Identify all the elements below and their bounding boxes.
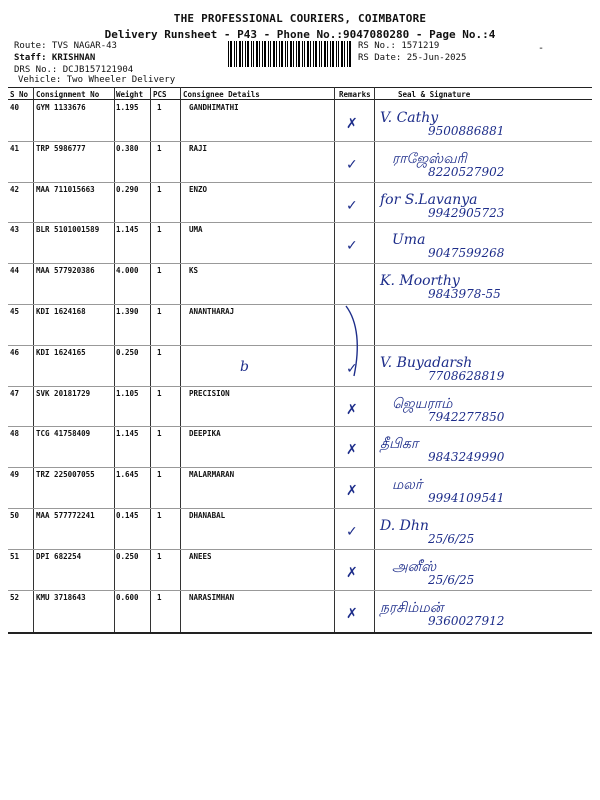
cell-weight: 0.250 (116, 347, 139, 357)
col-header-pcs: PCS (153, 90, 167, 99)
cell-consignment: MAA 577772241 (36, 511, 95, 520)
remark-mark: ✗ (346, 442, 358, 459)
bracket-mark (340, 302, 370, 382)
signature-name: தீபிகா (380, 436, 419, 453)
signature-name: V. Buyadarsh (380, 354, 473, 371)
cell-consignee: ENZO (189, 184, 208, 194)
cell-pcs: 1 (157, 511, 162, 520)
drs-number: DRS No.: DCJB157121904 (14, 65, 134, 75)
row-divider (8, 508, 592, 509)
row-divider (8, 549, 592, 550)
col-header-consignee: Consignee Details (183, 90, 260, 99)
remark-mark: ✗ (346, 401, 358, 418)
cell-weight: 0.145 (116, 511, 139, 520)
cell-weight: 4.000 (116, 266, 139, 276)
signature-name: Uma (392, 232, 426, 249)
cell-sno: 50 (10, 511, 20, 520)
row-divider (8, 182, 592, 183)
table-top-border (8, 87, 592, 88)
cell-pcs: 1 (157, 266, 162, 276)
cell-weight: 0.250 (116, 551, 139, 561)
cell-weight: 1.145 (116, 225, 139, 235)
cell-pcs: 1 (157, 103, 162, 112)
cell-sno: 49 (10, 470, 20, 480)
cell-consignment: GYM 1133676 (36, 103, 86, 112)
cell-consignment: BLR 5101001589 (36, 225, 100, 235)
cell-sno: 42 (10, 184, 20, 194)
cell-consignment: MAA 711015663 (36, 184, 95, 194)
signature-phone: 25/6/25 (428, 572, 475, 587)
signature-name: நரசிம்மன் (380, 599, 444, 616)
row-divider (8, 345, 592, 346)
cell-consignee: MALARMARAN (189, 470, 235, 480)
cell-consignment: TCG 41758409 (36, 429, 91, 439)
signature-phone: 9994109541 (428, 491, 505, 506)
row-divider (8, 426, 592, 427)
remark-mark: ✓ (346, 197, 358, 214)
cell-sno: 45 (10, 307, 20, 316)
cell-pcs: 1 (157, 143, 162, 153)
rs-number: RS No.: 1571219 (358, 41, 440, 51)
cell-weight: 0.290 (116, 184, 139, 194)
signature-phone: 7942277850 (428, 409, 505, 424)
signature-name: மலர் (392, 477, 423, 494)
barcode (228, 41, 353, 67)
cell-consignment: KDI 1624165 (36, 347, 86, 357)
cell-consignee: RAJI (189, 143, 208, 153)
cell-pcs: 1 (157, 307, 162, 316)
rs-date: RS Date: 25-Jun-2025 (358, 53, 467, 63)
row-divider (8, 222, 592, 223)
cell-consignment: SVK 20181729 (36, 388, 91, 398)
signature-phone: 25/6/25 (428, 532, 475, 546)
cell-weight: 0.380 (116, 143, 139, 153)
cell-pcs: 1 (157, 225, 162, 235)
signature-name: ராஜேஸ்வரி (392, 150, 467, 167)
signature-name: D. Dhn (380, 518, 429, 534)
cell-sno: 52 (10, 592, 20, 602)
signature-phone: 9500886881 (428, 124, 505, 138)
row-divider (8, 386, 592, 387)
table-bottom-border (8, 632, 592, 634)
cell-consignment: KDI 1624168 (36, 307, 86, 316)
header-divider (8, 99, 592, 100)
cell-sno: 41 (10, 143, 20, 153)
runsheet-title: Delivery Runsheet - P43 - Phone No.:9047080280 - Page No.:4 (104, 28, 496, 41)
cell-consignee: DEEPIKA (189, 429, 221, 439)
cell-pcs: 1 (157, 551, 162, 561)
remark-mark: ✗ (346, 564, 358, 581)
col-line (150, 87, 151, 632)
remark-mark: ✓ (346, 238, 358, 255)
signature-phone: 9843978-55 (428, 287, 501, 302)
cell-weight: 1.195 (116, 103, 139, 112)
stray-handwriting: b (240, 358, 249, 375)
company-name: THE PROFESSIONAL COURIERS, COIMBATORE (173, 12, 427, 25)
cell-pcs: 1 (157, 470, 162, 480)
col-line (180, 87, 181, 632)
cell-consignee: NARASIMHAN (189, 592, 235, 602)
col-line (374, 87, 375, 632)
cell-weight: 1.145 (116, 429, 139, 439)
cell-consignment: TRP 5986777 (36, 143, 86, 153)
cell-consignment: MAA 577920386 (36, 266, 95, 276)
cell-weight: 0.600 (116, 592, 139, 602)
signature-name: V. Cathy (380, 110, 439, 126)
signature-name: ஜெயராம் (392, 395, 453, 412)
cell-pcs: 1 (157, 184, 162, 194)
cell-sno: 40 (10, 103, 20, 112)
row-divider (8, 467, 592, 468)
signature-phone: 8220527902 (428, 164, 505, 179)
cell-consignee: ANEES (189, 551, 212, 561)
corner-mark: - (538, 43, 545, 54)
signature-name: K. Moorthy (380, 273, 460, 290)
remark-mark: ✗ (346, 605, 358, 622)
cell-pcs: 1 (157, 592, 162, 602)
cell-sno: 43 (10, 225, 20, 235)
cell-sno: 51 (10, 551, 20, 561)
col-header-consignment: Consignment No (36, 90, 100, 99)
remark-mark: ✓ (346, 524, 358, 540)
cell-weight: 1.105 (116, 388, 139, 398)
staff: Staff: KRISHNAN (14, 53, 96, 63)
cell-consignee: PRECISION (189, 388, 230, 398)
cell-weight: 1.645 (116, 470, 139, 480)
row-divider (8, 590, 592, 591)
col-header-seal: Seal & Signature (398, 90, 471, 99)
signature-phone: 9942905723 (428, 205, 505, 220)
row-divider (8, 263, 592, 264)
cell-weight: 1.390 (116, 307, 139, 316)
remark-mark: ✗ (346, 116, 358, 132)
row-divider (8, 141, 592, 142)
cell-pcs: 1 (157, 388, 162, 398)
signature-phone: 9047599268 (428, 246, 505, 261)
vehicle: Vehicle: Two Wheeler Delivery (18, 75, 176, 85)
remark-mark: ✓ (346, 360, 358, 377)
cell-consignment: TRZ 225007055 (36, 470, 95, 480)
col-header-weight: Weight (116, 90, 144, 99)
col-line (334, 87, 335, 632)
signature-name: for S.Lavanya (380, 191, 478, 208)
cell-consignee: GANDHIMATHI (189, 103, 239, 112)
cell-consignee: KS (189, 266, 199, 276)
cell-sno: 47 (10, 388, 20, 398)
remark-mark: ✓ (346, 156, 358, 173)
cell-pcs: 1 (157, 347, 162, 357)
row-divider (8, 304, 592, 305)
cell-consignee: DHANABAL (189, 511, 226, 520)
cell-consignment: KMU 3718643 (36, 592, 86, 602)
signature-phone: 9360027912 (428, 613, 505, 628)
remark-mark: ✗ (346, 483, 358, 500)
cell-sno: 48 (10, 429, 20, 439)
signature-phone: 9843249990 (428, 450, 505, 465)
cell-sno: 44 (10, 266, 20, 276)
col-header-remarks: Remarks (339, 90, 371, 99)
col-line (114, 87, 115, 632)
signature-phone: 7708628819 (428, 368, 505, 383)
col-header-sno: S No (10, 90, 29, 99)
col-line (33, 87, 34, 632)
cell-consignment: DPI 682254 (36, 551, 82, 561)
route: Route: TVS NAGAR-43 (14, 41, 117, 51)
signature-name: அனீஸ் (392, 558, 437, 575)
cell-consignee: UMA (189, 225, 203, 235)
cell-sno: 46 (10, 347, 20, 357)
cell-pcs: 1 (157, 429, 162, 439)
cell-consignee: ANANTHARAJ (189, 307, 235, 316)
